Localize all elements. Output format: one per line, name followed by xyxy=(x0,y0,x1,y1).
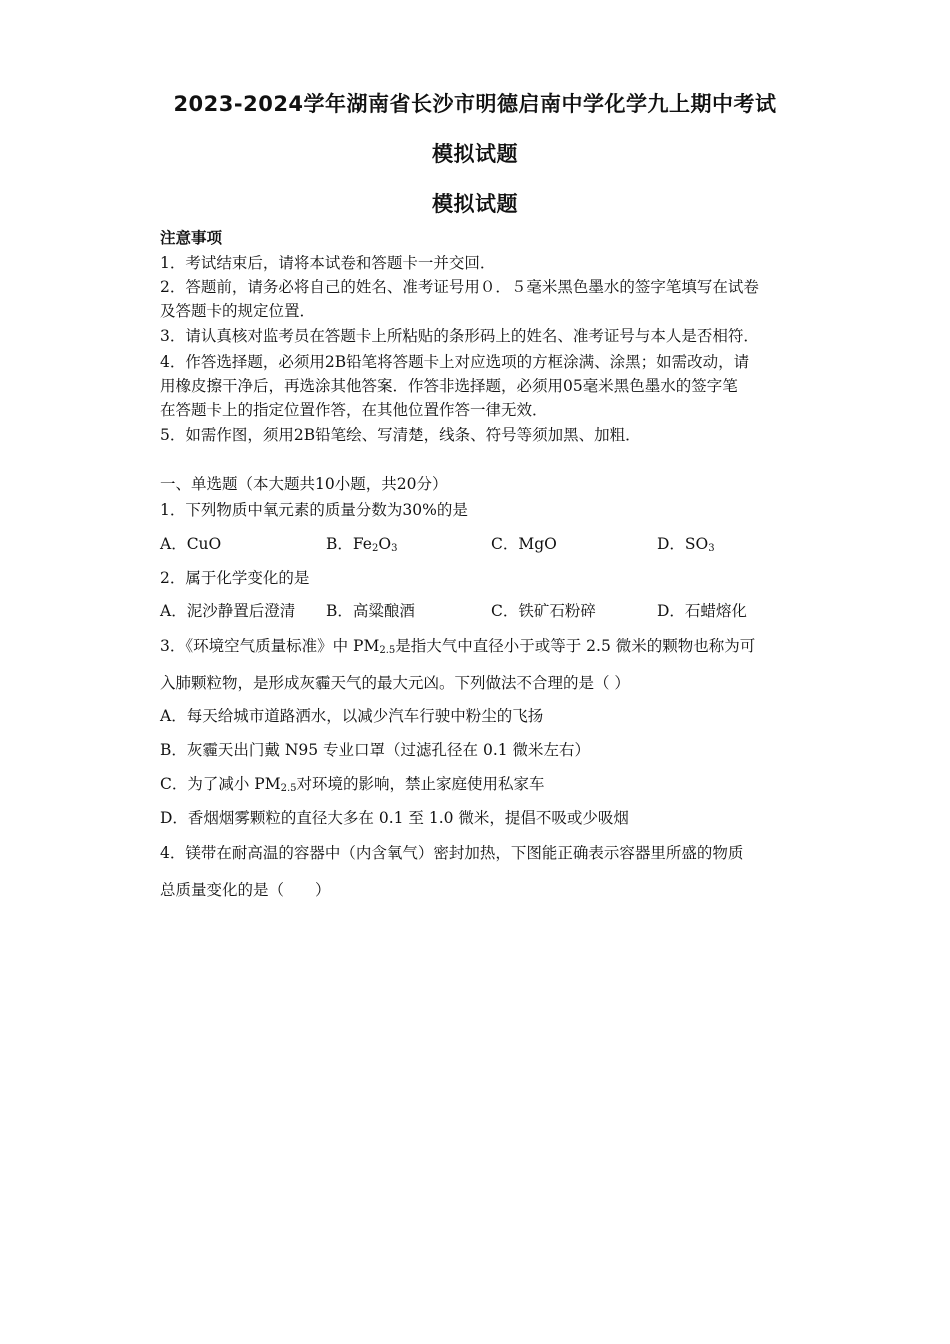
question-1-option-b: B．$Fe_2O_3$ xyxy=(326,535,398,554)
notice-item: 及答题卡的规定位置． xyxy=(160,302,316,320)
question-4-stem: 4．镁带在耐高温的容器中（内含氧气）密封加热，下图能正确表示容器里所盛的物质 xyxy=(160,844,744,862)
notice-item: 在答题卡上的指定位置作答，在其他位置作答一律无效． xyxy=(160,401,548,419)
question-3-option-d: D．香烟烟雾颗粒的直径大多在 0.1 至 1.0 微米，提倡不吸或少吸烟 xyxy=(160,809,629,827)
notice-item: 用橡皮擦干净后，再选涂其他答案．作答非选择题，必须用05毫米黑色墨水的签字笔 xyxy=(160,377,738,395)
section-heading: 一、单选题（本大题共10小题，共20分） xyxy=(160,475,448,493)
notice-item: 3．请认真核对监考员在答题卡上所粘贴的条形码上的姓名、准考证号与本人是否相符． xyxy=(160,327,759,345)
question-1-option-d: D．$SO_3$ xyxy=(657,535,715,554)
question-2-option-b: B．高粱酿酒 xyxy=(326,602,415,620)
question-3-stem-continued: 入肺颗粒物，是形成灰霾天气的最大元凶。下列做法不合理的是（ ） xyxy=(160,674,630,692)
question-2-stem: 2．属于化学变化的是 xyxy=(160,569,310,587)
notice-item: 1．考试结束后，请将本试卷和答题卡一并交回． xyxy=(160,254,496,272)
question-1-option-c: C．MgO xyxy=(491,535,557,553)
question-3-option-a: A．每天给城市道路洒水，以减少汽车行驶中粉尘的飞扬 xyxy=(160,707,544,725)
question-3-option-c: C．为了减小 $PM_{2.5}$对环境的影响，禁止家庭使用私家车 xyxy=(160,775,545,794)
question-3-stem: 3．《环境空气质量标准》中 $PM_{2.5}$是指大气中直径小于或等于 2.5 微米的颗物也称为可 xyxy=(160,637,756,656)
notice-item: 5．如需作图，须用2B铅笔绘、写清楚，线条、符号等须加黑、加粗． xyxy=(160,426,641,444)
notice-item: 4．作答选择题，必须用2B铅笔将答题卡上对应选项的方框涂满、涂黑；如需改动，请 xyxy=(160,353,750,371)
page-subtitle: 模拟试题 xyxy=(432,142,518,166)
notice-heading: 注意事项 xyxy=(160,228,223,247)
question-1-stem: 1．下列物质中氧元素的质量分数为30%的是 xyxy=(160,501,468,519)
question-3-option-b: B．灰霾天出门戴 N95 专业口罩（过滤孔径在 0.1 微米左右） xyxy=(160,741,591,759)
question-2-option-a: A．泥沙静置后澄清 xyxy=(160,602,296,620)
question-2-option-c: C．铁矿石粉碎 xyxy=(491,602,596,620)
page-subtitle-repeat: 模拟试题 xyxy=(432,192,518,216)
notice-item: 2．答题前，请务必将自己的姓名、准考证号用０．５毫米黑色墨水的签字笔填写在试卷 xyxy=(160,278,759,296)
page-title: 2023-2024学年湖南省长沙市明德启南中学化学九上期中考试 xyxy=(173,92,777,116)
question-2-option-d: D．石蜡熔化 xyxy=(657,602,747,620)
question-4-stem-continued: 总质量变化的是（ ） xyxy=(160,881,331,899)
question-1-option-a: A．CuO xyxy=(160,535,222,553)
